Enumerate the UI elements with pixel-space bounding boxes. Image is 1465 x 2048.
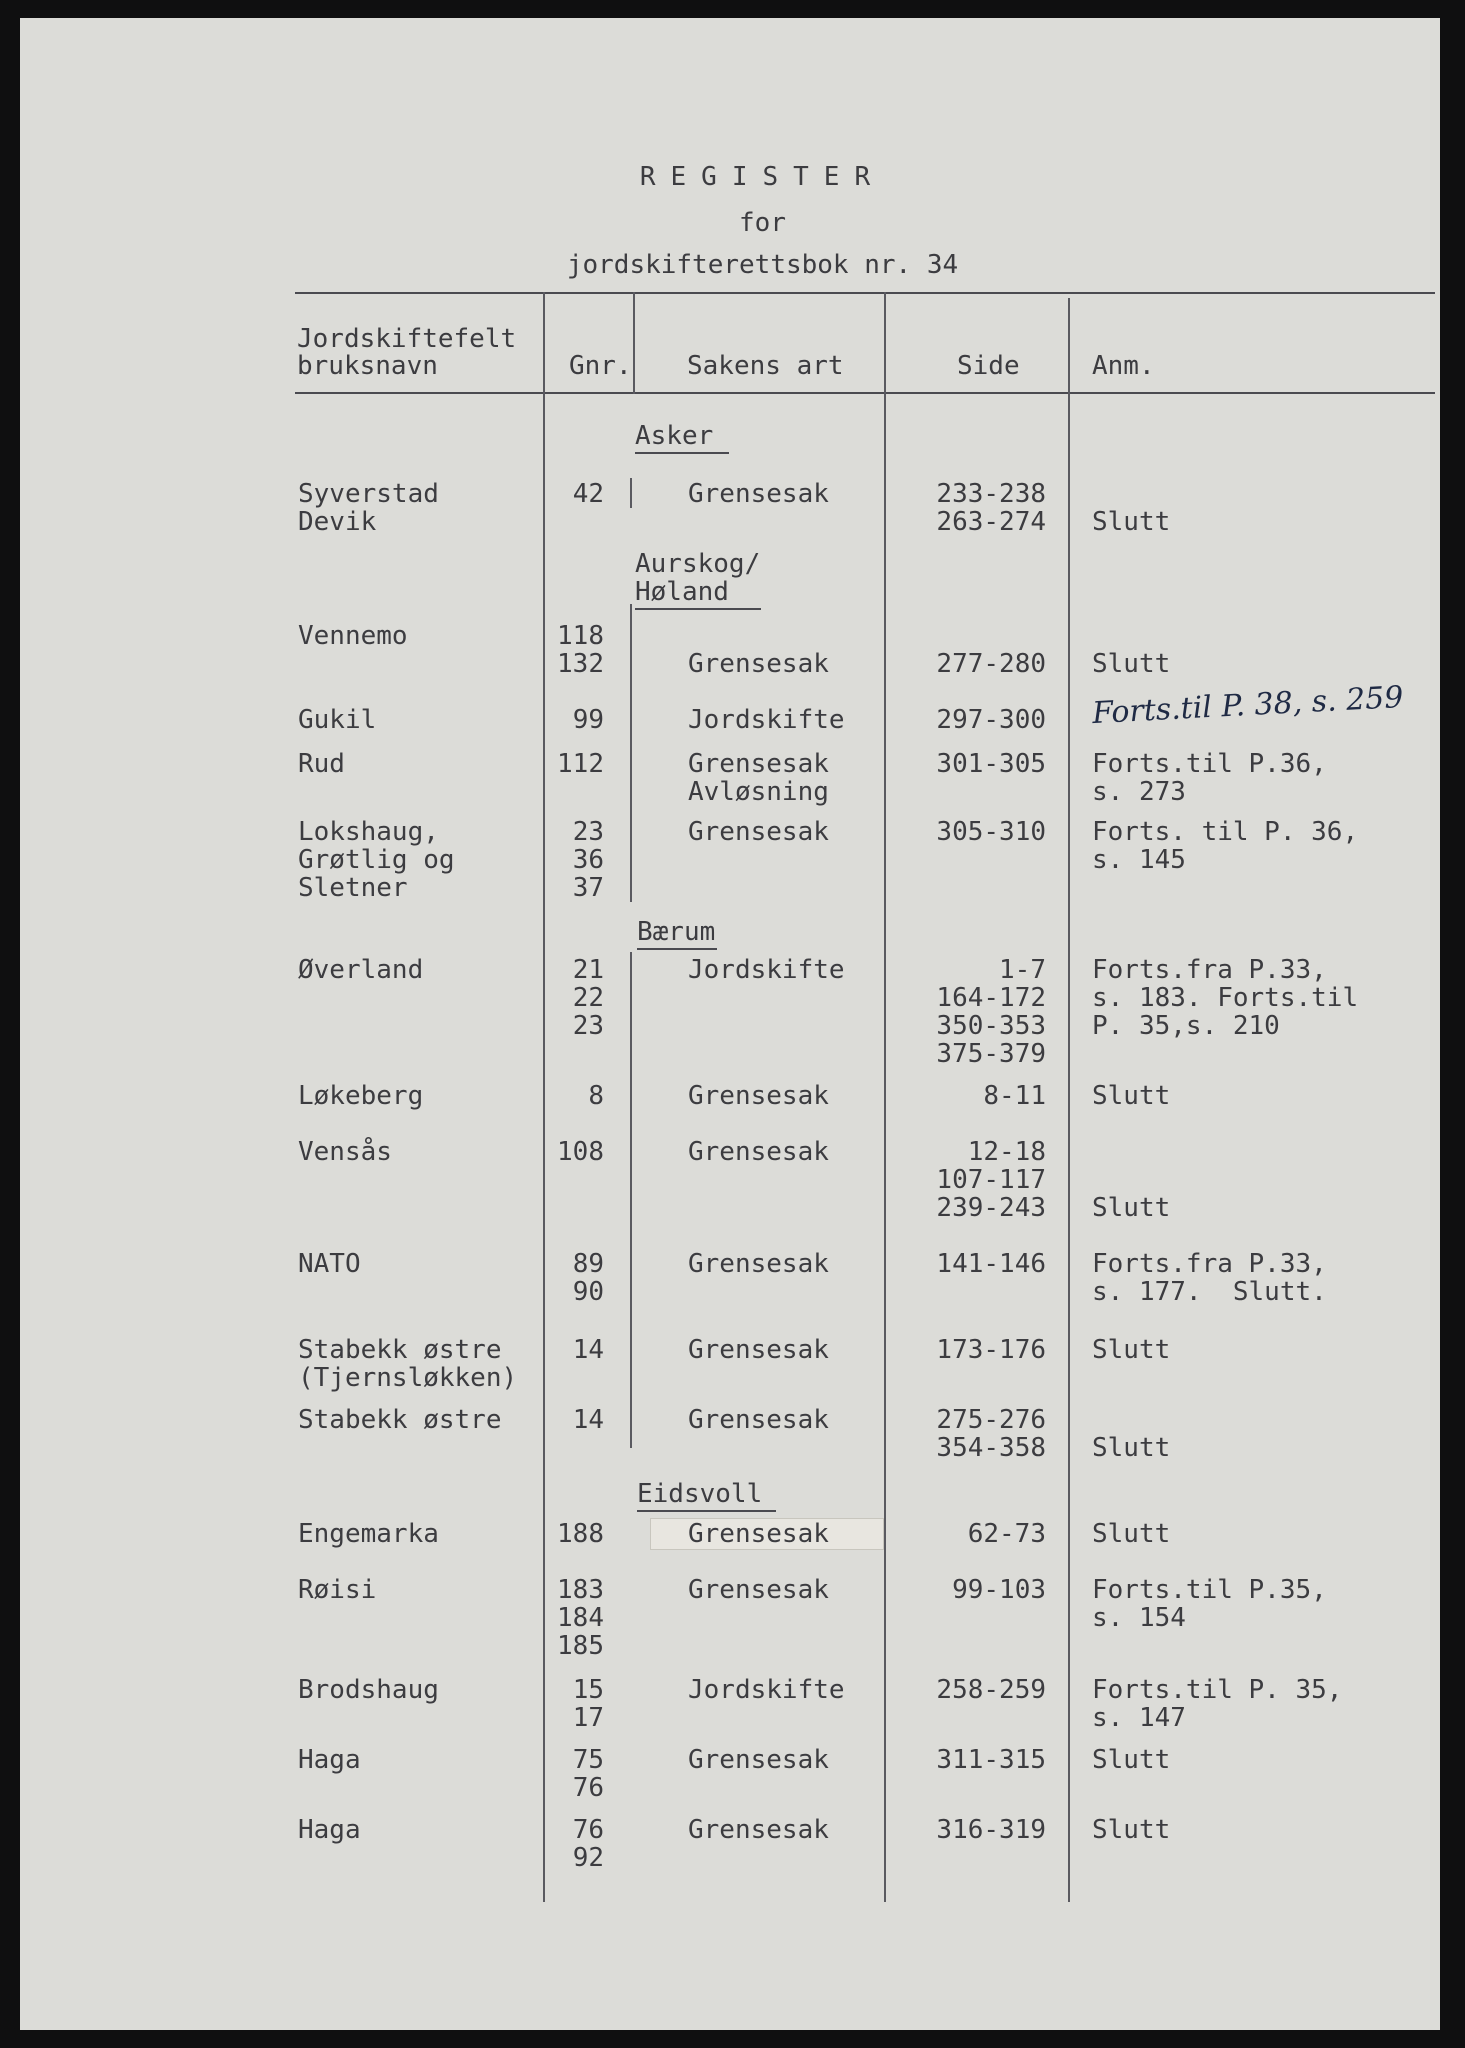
table-top-rule (295, 292, 1435, 294)
bracket-baerum (630, 952, 632, 1448)
row-art: Jordskifte (688, 1675, 845, 1705)
section-asker: Asker (635, 422, 729, 454)
row-name: Stabekk østre (298, 1335, 502, 1365)
section-aurskog-2: Høland (635, 578, 761, 610)
row-side: 277-280 (936, 649, 1046, 679)
row-art: Grensesak (688, 479, 829, 509)
row-name: Haga (298, 1815, 361, 1845)
row-gnr: 23 (572, 817, 604, 847)
row-gnr: 37 (572, 873, 604, 903)
row-gnr: 89 (572, 1249, 604, 1279)
table-header-rule (295, 392, 1435, 394)
row-gnr: 188 (557, 1519, 604, 1549)
row-name: Løkeberg (298, 1081, 424, 1111)
row-anm: s. 145 (1092, 845, 1186, 875)
row-art: Grensesak (688, 1137, 829, 1167)
row-anm: s. 177. Slutt. (1092, 1277, 1327, 1307)
row-art: Jordskifte (688, 705, 845, 735)
row-gnr: 90 (572, 1277, 604, 1307)
row-gnr: 99 (572, 705, 604, 735)
row-art: Grensesak (688, 817, 829, 847)
col-divider-2 (633, 292, 635, 394)
row-art: Jordskifte (688, 955, 845, 985)
register-book-title: jordskifterettsbok nr. 34 (566, 250, 959, 280)
row-side: 375-379 (936, 1039, 1046, 1069)
row-anm: Forts.til P.35, (1092, 1575, 1327, 1605)
row-name: Røisi (298, 1575, 377, 1605)
row-anm: P. 35,s. 210 (1092, 1011, 1280, 1041)
row-anm: Slutt (1092, 1433, 1171, 1463)
row-gnr: 22 (572, 983, 604, 1013)
row-name: NATO (298, 1249, 361, 1279)
row-anm: Slutt (1092, 1193, 1171, 1223)
row-anm: Slutt (1092, 1745, 1171, 1775)
row-side: 258-259 (936, 1675, 1046, 1705)
row-gnr: 112 (557, 749, 604, 779)
row-side: 173-176 (936, 1335, 1046, 1365)
row-gnr: 14 (572, 1405, 604, 1435)
register-title: REGISTER (639, 162, 886, 192)
row-side: 301-305 (936, 749, 1046, 779)
row-anm: Forts.fra P.33, (1092, 955, 1327, 985)
row-gnr: 23 (572, 1011, 604, 1041)
row-side: 62-73 (967, 1519, 1046, 1549)
row-gnr: 76 (572, 1815, 604, 1845)
row-anm: Slutt (1092, 507, 1171, 537)
row-art: Grensesak (688, 1519, 829, 1549)
row-gnr: 75 (572, 1745, 604, 1775)
col-header-anm: Anm. (1092, 351, 1155, 381)
row-anm: s. 183. Forts.til (1092, 983, 1359, 1013)
row-anm: Slutt (1092, 1519, 1171, 1549)
row-art: Grensesak (688, 1575, 829, 1605)
handwritten-note: Forts.til P. 38, s. 259 (1091, 679, 1405, 732)
row-gnr: 36 (572, 845, 604, 875)
row-gnr: 183 (557, 1575, 604, 1605)
row-name: Haga (298, 1745, 361, 1775)
row-anm: Forts.fra P.33, (1092, 1249, 1327, 1279)
register-subtitle-for: for (739, 208, 786, 238)
row-gnr: 15 (572, 1675, 604, 1705)
col-header-gnr: Gnr. (569, 351, 632, 381)
row-anm: Forts. til P. 36, (1092, 817, 1359, 847)
col-divider-4 (1068, 298, 1070, 1902)
col-header-art: Sakens art (687, 351, 844, 381)
row-gnr: 76 (572, 1773, 604, 1803)
row-gnr: 92 (572, 1843, 604, 1873)
row-gnr: 17 (572, 1703, 604, 1733)
bracket-asker (630, 478, 632, 508)
row-art: Grensesak (688, 649, 829, 679)
row-anm: Forts.til P.36, (1092, 749, 1327, 779)
row-name: Syverstad (298, 479, 439, 509)
col-header-felt-1: Jordskiftefelt (297, 324, 517, 354)
row-side: 354-358 (936, 1433, 1046, 1463)
bracket-aurskog (630, 604, 632, 902)
row-name: Grøtlig og (298, 845, 455, 875)
row-name: Lokshaug, (298, 817, 439, 847)
row-name: Sletner (298, 873, 408, 903)
row-anm: Forts.til P. 35, (1092, 1675, 1343, 1705)
row-name: Stabekk østre (298, 1405, 502, 1435)
section-eidsvoll: Eidsvoll (637, 1480, 776, 1512)
row-anm: Slutt (1092, 1081, 1171, 1111)
row-name: Rud (298, 749, 345, 779)
row-art: Grensesak (688, 1815, 829, 1845)
row-anm: s. 147 (1092, 1703, 1186, 1733)
row-side: 305-310 (936, 817, 1046, 847)
row-art: Grensesak (688, 1081, 829, 1111)
row-name: Devik (298, 507, 377, 537)
col-divider-3 (884, 292, 886, 1902)
row-name: Gukil (298, 705, 377, 735)
row-side: 275-276 (936, 1405, 1046, 1435)
row-gnr: 108 (557, 1137, 604, 1167)
row-gnr: 185 (557, 1631, 604, 1661)
row-name: Brodshaug (298, 1675, 439, 1705)
row-gnr: 21 (572, 955, 604, 985)
row-side: 263-274 (936, 507, 1046, 537)
row-side: 239-243 (936, 1193, 1046, 1223)
row-name: (Tjernsløkken) (298, 1363, 518, 1393)
row-side: 233-238 (936, 479, 1046, 509)
row-gnr: 8 (588, 1081, 604, 1111)
section-aurskog-1: Aurskog/ (635, 549, 761, 579)
row-anm: s. 154 (1092, 1603, 1186, 1633)
row-side: 1-7 (999, 955, 1046, 985)
row-side: 316-319 (936, 1815, 1046, 1845)
row-side: 99-103 (952, 1575, 1046, 1605)
row-anm: Slutt (1092, 1815, 1171, 1845)
row-side: 12-18 (967, 1137, 1046, 1167)
col-header-felt-2: bruksnavn (297, 351, 438, 381)
row-art: Grensesak (688, 1335, 829, 1365)
row-side: 311-315 (936, 1745, 1046, 1775)
row-gnr: 184 (557, 1603, 604, 1633)
row-gnr: 118 (557, 621, 604, 651)
row-art: Grensesak (688, 1249, 829, 1279)
col-divider-1 (543, 292, 545, 1902)
row-art: Grensesak (688, 1405, 829, 1435)
section-baerum: Bærum (637, 918, 717, 950)
row-anm: Slutt (1092, 649, 1171, 679)
row-name: Engemarka (298, 1519, 439, 1549)
col-header-side: Side (957, 351, 1020, 381)
row-name: Vensås (298, 1137, 392, 1167)
row-name: Vennemo (298, 621, 408, 651)
row-side: 8-11 (983, 1081, 1046, 1111)
row-art: Grensesak (688, 749, 829, 779)
row-anm: Slutt (1092, 1335, 1171, 1365)
row-gnr: 132 (557, 649, 604, 679)
row-gnr: 42 (572, 479, 604, 509)
row-art: Grensesak (688, 1745, 829, 1775)
row-side: 107-117 (936, 1165, 1046, 1195)
row-side: 141-146 (936, 1249, 1046, 1279)
row-name: Øverland (298, 955, 424, 985)
row-side: 350-353 (936, 1011, 1046, 1041)
row-art: Avløsning (688, 777, 829, 807)
row-side: 297-300 (936, 705, 1046, 735)
row-side: 164-172 (936, 983, 1046, 1013)
row-anm: s. 273 (1092, 777, 1186, 807)
row-gnr: 14 (572, 1335, 604, 1365)
